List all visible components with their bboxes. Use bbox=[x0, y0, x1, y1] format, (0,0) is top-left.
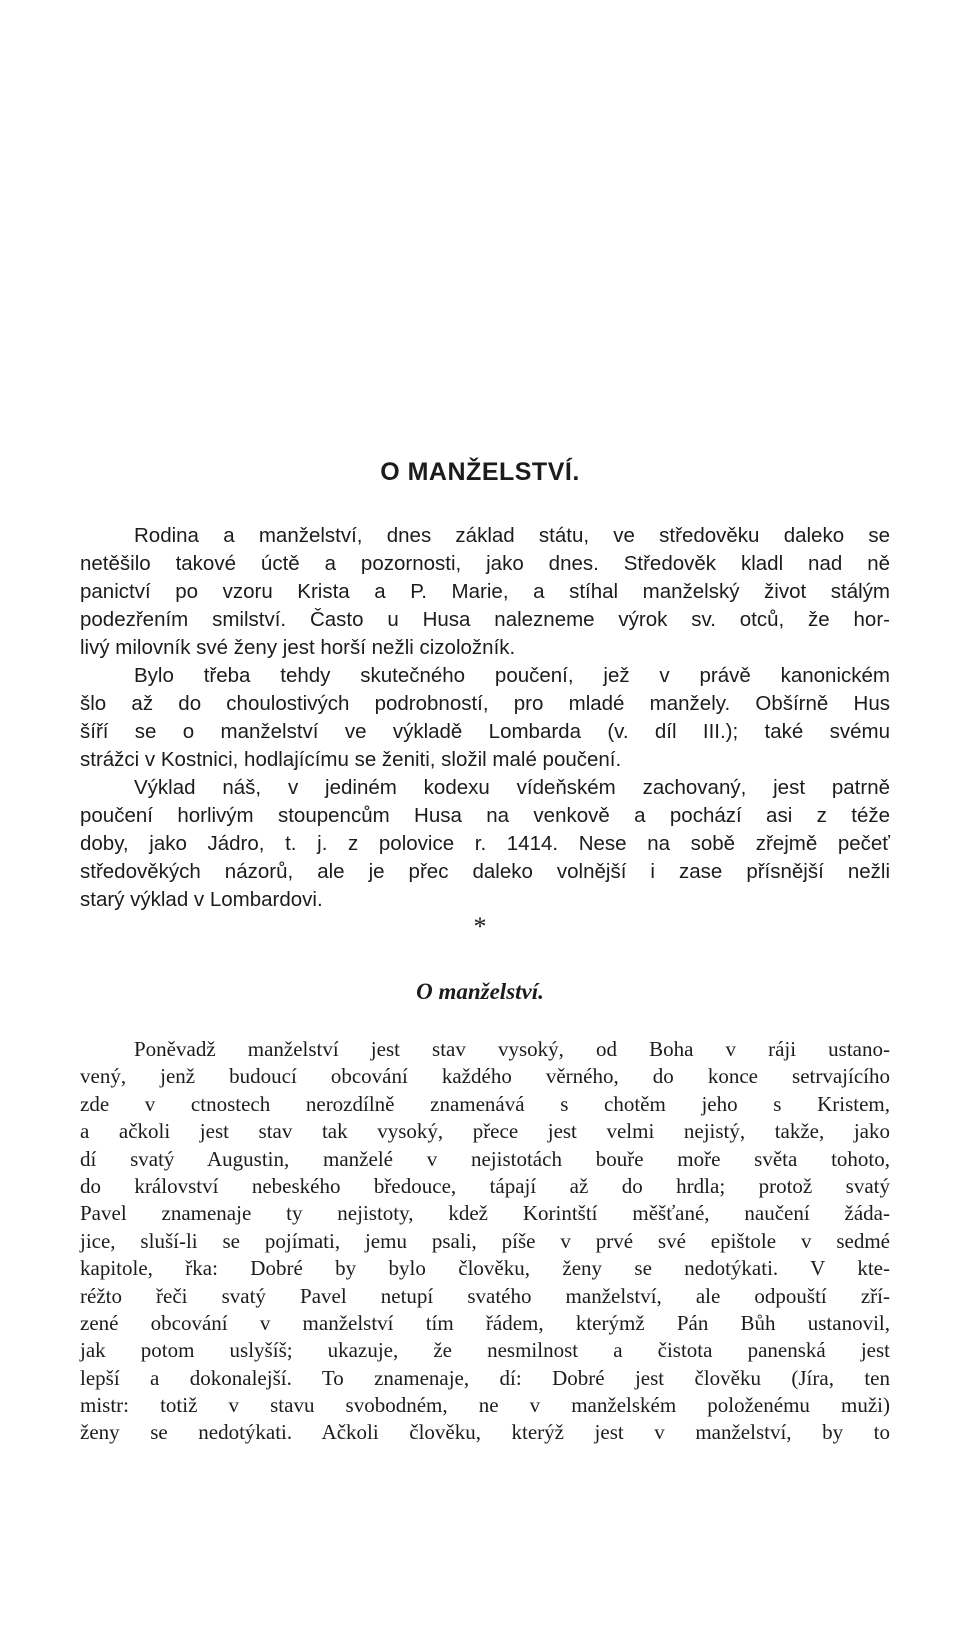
body-line: ženy se nedotýkati. Ačkoli člověku, kterýž jest v manželství, by to bbox=[80, 1420, 890, 1445]
intro-line: středověkých názorů, ale je přec daleko volnější i zase přísnější nežli bbox=[80, 860, 890, 883]
intro-line: panictví po vzoru Krista a P. Marie, a stíhal manželský život stálým bbox=[80, 580, 890, 603]
intro-line: starý výklad v Lombardovi. bbox=[80, 888, 323, 911]
body-line: kapitole, řka: Dobré by bylo člověku, ženy se nedotýkati. V kte- bbox=[80, 1256, 890, 1281]
body-line: a ačkoli jest stav tak vysoký, přece jest velmi nejistý, takže, jako bbox=[80, 1119, 890, 1144]
body-line: lepší a dokonalejší. To znamenaje, dí: Dobré jest člověku (Jíra, ten bbox=[80, 1365, 890, 1390]
body-line: do království nebeského bředouce, tápají až do hrdla; protož svatý bbox=[80, 1173, 890, 1198]
text-subtitle: O manželství. bbox=[416, 979, 544, 1004]
intro-line: netěšilo takové úctě a pozornosti, jako dnes. Středověk kladl nad ně bbox=[80, 552, 890, 575]
intro-line: livý milovník své ženy jest horší nežli cizoložník. bbox=[80, 636, 516, 659]
intro-line: Rodina a manželství, dnes základ státu, ve středověku daleko se bbox=[134, 524, 890, 547]
body-line: Poněvadž manželství jest stav vysoký, od Boha v ráji ustano- bbox=[134, 1037, 890, 1061]
chapter-heading: O MANŽELSTVÍ. bbox=[380, 458, 580, 486]
body-line: réžto řeči svatý Pavel netupí svatého manželství, ale odpouští zří- bbox=[80, 1283, 890, 1308]
body-line: dí svatý Augustin, manželé v nejistotách bouře moře světa tohoto, bbox=[80, 1146, 890, 1171]
body-line: mistr: totiž v stavu svobodném, ne v manželském položenému muži) bbox=[80, 1393, 890, 1418]
body-line: jak potom uslyšíš; ukazuje, že nesmilnost a čistota panenská jest bbox=[80, 1338, 890, 1363]
body-line: jice, sluší-li se pojímati, jemu psali, píše v prvé své epištole v sedmé bbox=[80, 1228, 890, 1253]
main-text bbox=[80, 1036, 890, 1447]
intro-line: šíří se o manželství ve výkladě Lombarda (v. díl III.); také svému bbox=[80, 720, 890, 743]
editor-introduction bbox=[80, 522, 890, 914]
section-separator-asterisk: * bbox=[473, 912, 487, 941]
body-line: Pavel znamenaje ty nejistoty, kdež Korintští měšťané, naučení žáda- bbox=[80, 1201, 890, 1226]
intro-line: Výklad náš, v jediném kodexu vídeňském zachovaný, jest patrně bbox=[134, 776, 890, 799]
intro-line: šlo až do choulostivých podrobností, pro mladé manžely. Obšírně Hus bbox=[80, 692, 890, 715]
body-line: zené obcování v manželství tím řádem, kterýmž Pán Bůh ustanovil, bbox=[80, 1310, 890, 1335]
intro-line: podezřením smilství. Často u Husa nalezneme výrok sv. otců, že hor- bbox=[80, 608, 890, 631]
intro-line: strážci v Kostnici, hodlajícímu se ženiti, složil malé poučení. bbox=[80, 748, 622, 771]
intro-line: Bylo třeba tehdy skutečného poučení, jež v právě kanonickém bbox=[134, 664, 890, 687]
body-line: vený, jenž budoucí obcování každého věrného, do konce setrvajícího bbox=[80, 1064, 890, 1089]
intro-line: doby, jako Jádro, t. j. z polovice r. 1414. Nese na sobě zřejmě pečeť bbox=[80, 832, 890, 855]
body-line: zde v ctnostech nerozdílně znamenává s chotěm jeho s Kristem, bbox=[80, 1091, 890, 1116]
intro-line: poučení horlivým stoupencům Husa na venkově a pochází asi z téže bbox=[80, 804, 890, 827]
